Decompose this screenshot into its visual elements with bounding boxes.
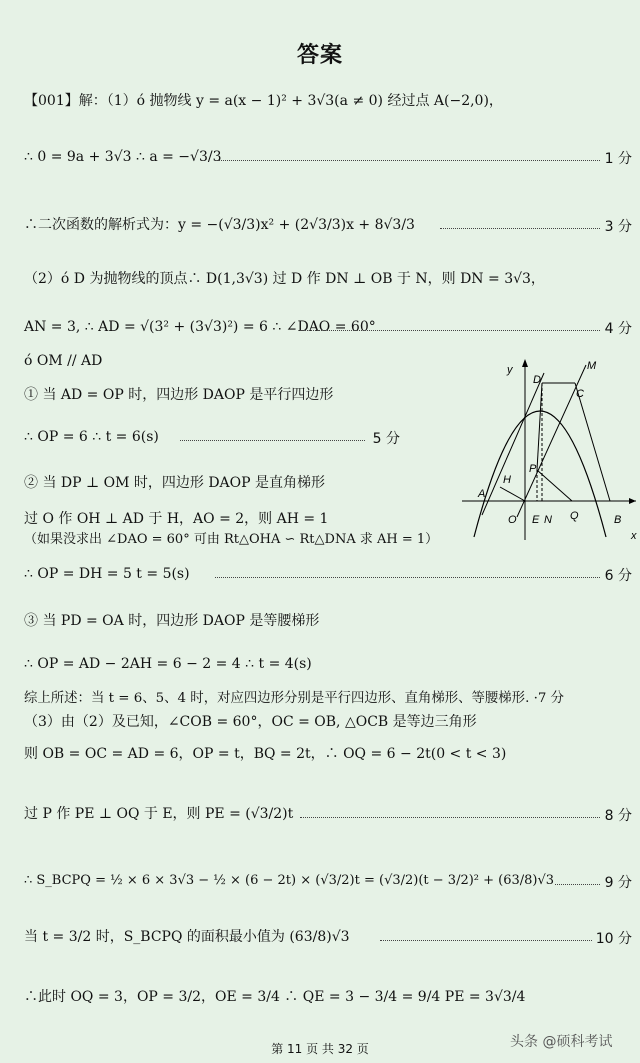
label-h: H — [503, 474, 511, 486]
solution-line-12: ∴ OP = DH = 5 t = 5(s) — [24, 566, 190, 582]
x-axis-arrow — [629, 498, 636, 504]
solution-line-11: （如果没求出 ∠DAO = 60° 可由 Rt△OHA ∽ Rt△DNA 求 AH = 1） — [24, 532, 439, 547]
solution-line-3: ∴二次函数的解析式为：y = −(√3/3)x² + (2√3/3)x + 8√3/3 — [24, 217, 415, 233]
solution-line-16: （3）由（2）及已知，∠COB = 60°，OC = OB, △OCB 是等边三角形 — [24, 714, 477, 730]
solution-line-21: ∴此时 OQ = 3，OP = 3/2，OE = 3/4 ∴ QE = 3 − 3/4 = 9/4 PE = 3√3/4 — [24, 989, 526, 1005]
solution-line-5: AN = 3, ∴ AD = √(3² + (3√3)²) = 6 ∴ ∠DAO = 60° — [24, 319, 376, 335]
segment-cb — [575, 383, 610, 501]
watermark: 头条 @硕科考试 — [510, 1034, 613, 1050]
score-2: 3 分 — [604, 219, 632, 235]
page-title: 答案 — [296, 43, 343, 68]
solution-line-9: ② 当 DP ⊥ OM 时，四边形 DAOP 是直角梯形 — [24, 475, 326, 491]
solution-line-10: 过 O 作 OH ⊥ AD 于 H，AO = 2，则 AH = 1 — [24, 511, 329, 527]
label-a: A — [478, 488, 486, 500]
page-footer: 第 11 页 共 32 页 — [271, 1042, 369, 1056]
solution-line-17: 则 OB = OC = AD = 6，OP = t，BQ = 2t，∴ OQ = 6 − 2t(0 < t < 3) — [24, 746, 507, 762]
line-ad — [482, 373, 544, 515]
solution-line-7: ① 当 AD = OP 时，四边形 DAOP 是平行四边形 — [24, 387, 334, 403]
score-4: 5 分 — [372, 431, 400, 447]
dot-leader — [300, 817, 600, 818]
parabola-curve — [474, 411, 606, 537]
score-5: 6 分 — [604, 568, 632, 584]
solution-line-8: ∴ OP = 6 ∴ t = 6(s) — [24, 429, 159, 445]
score-6: 8 分 — [604, 808, 632, 824]
label-p: P — [529, 463, 537, 475]
segment-oh — [500, 487, 525, 501]
dot-leader — [440, 228, 600, 229]
segment-dp — [537, 383, 542, 470]
dot-leader — [380, 940, 592, 941]
parabola-figure — [460, 355, 640, 545]
label-q: Q — [570, 510, 579, 522]
label-c: C — [576, 388, 584, 400]
score-1: 1 分 — [604, 151, 632, 167]
solution-line-14: ∴ OP = AD − 2AH = 6 − 2 = 4 ∴ t = 4(s) — [24, 656, 312, 672]
solution-line-18: 过 P 作 PE ⊥ OQ 于 E，则 PE = (√3/2)t — [24, 806, 294, 822]
solution-line-2: ∴ 0 = 9a + 3√3 ∴ a = −√3/3 — [24, 149, 222, 165]
dot-leader — [215, 160, 600, 161]
label-x: x — [631, 530, 637, 542]
solution-line-20: 当 t = 3/2 时，S_BCPQ 的面积最小值为 (63/8)√3 — [24, 929, 350, 945]
solution-line-1: 【001】解：（1）ó 抛物线 y = a(x − 1)² + 3√3(a ≠ 0) 经过点 A(−2,0)， — [24, 93, 503, 109]
solution-line-4: （2）ó D 为抛物线的顶点∴ D(1,3√3) 过 D 作 DN ⊥ OB 于 N，则 DN = 3√3， — [24, 271, 545, 287]
dot-leader — [300, 330, 600, 331]
label-b: B — [614, 514, 622, 526]
label-n: N — [544, 514, 552, 526]
score-7: 9 分 — [604, 875, 632, 891]
score-8: 10 分 — [595, 931, 632, 947]
label-e: E — [532, 514, 540, 526]
label-y: y — [507, 364, 513, 376]
dot-leader — [180, 440, 365, 441]
y-axis-arrow — [522, 359, 528, 367]
label-d: D — [533, 374, 541, 386]
score-3: 4 分 — [604, 321, 632, 337]
solution-line-6: ó OM // AD — [24, 353, 103, 369]
solution-line-13: ③ 当 PD = OA 时，四边形 DAOP 是等腰梯形 — [24, 613, 320, 629]
solution-line-19: ∴ S_BCPQ = ½ × 6 × 3√3 − ½ × (6 − 2t) × (√3/2)t = (√3/2)(t − 3/2)² + (63/8)√3 — [24, 873, 555, 888]
solution-line-15: 综上所述：当 t = 6、5、4 时，对应四边形分别是平行四边形、直角梯形、等腰梯形. ·7 分 — [24, 691, 565, 706]
label-m: M — [587, 360, 597, 372]
dot-leader — [215, 577, 600, 578]
dot-leader — [555, 884, 600, 885]
label-o: O — [508, 514, 517, 526]
